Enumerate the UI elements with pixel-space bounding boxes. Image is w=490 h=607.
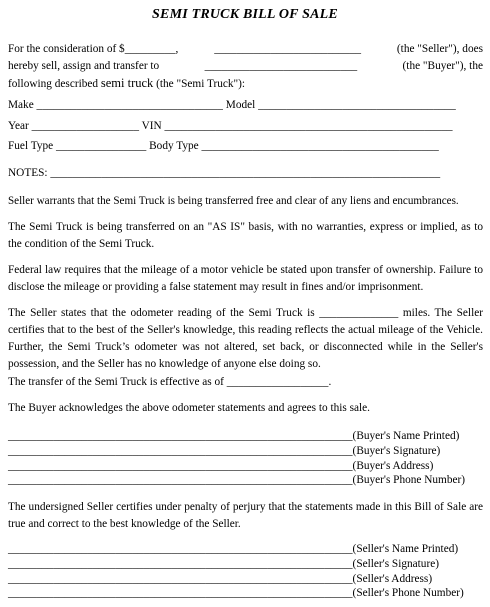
seller-label: (the "Seller"), does — [396, 43, 483, 55]
intro-line-2 — [8, 58, 483, 75]
buyer-address-line: _____________________________________________________________(Buyer's Address) — [8, 459, 434, 472]
seller-phone-line: _____________________________________________________________(Seller's Phone Number) — [8, 587, 464, 600]
buyer-signature-block — [8, 429, 465, 488]
federal-law-paragraph: Federal law requires that the mileage of a motor vehicle be stated upon transfer of ownership. Failure to disclose the mileage or providing a false statement may result in fines and/or imprisonment. — [8, 264, 483, 293]
buyer-acknowledgement: The Buyer acknowledges the above odometer statements and agrees to this sale. — [8, 402, 371, 414]
perjury-paragraph: The undersigned Seller certifies under penalty of perjury that the statements made in this Bill of Sale are true and correct to the best knowledge of the Seller. — [8, 501, 483, 530]
buyer-name-line: _____________________________________________________________(Buyer's Name Printed) — [8, 430, 460, 442]
warranty-paragraph: Seller warrants that the Semi Truck is being transferred free and clear of any liens and encumbrances. — [8, 195, 459, 207]
semi-truck-label: (the "Semi Truck"): — [153, 78, 246, 90]
seller-signature-block — [8, 542, 464, 601]
intro-paragraph — [8, 41, 483, 93]
effective-date-paragraph: The transfer of the Semi Truck is effective as of __________________. — [8, 376, 332, 388]
intro-line-3 — [8, 75, 483, 93]
consideration-text: For the consideration of $_________, — [8, 43, 179, 55]
as-is-paragraph: The Semi Truck is being transferred on an "AS IS" basis, with no warranties, express or implied, as to the condition of the Semi Truck. — [8, 221, 483, 250]
make-model-field: Make _________________________________ Model ___________________________________ — [8, 99, 456, 111]
fuel-body-field: Fuel Type ________________ Body Type __________________________________________ — [8, 140, 439, 152]
notes-field: NOTES: _____________________________________________________________________ — [8, 167, 441, 179]
buyer-phone-line: _____________________________________________________________(Buyer's Phone Number) — [8, 474, 466, 487]
intro-line-1 — [8, 41, 483, 58]
seller-name-line: _____________________________________________________________(Seller's Name Printed) — [8, 543, 459, 555]
transfer-text: hereby sell, assign and transfer to — [8, 60, 160, 72]
year-vin-field: Year ___________________ VIN ___________________________________________________ — [8, 120, 453, 132]
buyer-name-blank: ___________________________ — [204, 60, 358, 72]
semi-truck-term: semi truck — [100, 76, 154, 90]
seller-signature-line: _____________________________________________________________(Seller's Signature) — [8, 557, 439, 570]
seller-name-blank: __________________________ — [214, 43, 362, 55]
seller-address-line: _____________________________________________________________(Seller's Address) — [8, 572, 433, 585]
buyer-signature-line: _____________________________________________________________(Buyer's Signature) — [8, 444, 441, 457]
odometer-paragraph: The Seller states that the odometer reading of the Semi Truck is ______________ miles. The Seller certifies that to the best of the Seller's knowledge, this reading reflects the actual mileage of the Vehicle. Further, the Semi Truck’s odometer was not altered, set back, or disconnected while in the Seller's possession, and the Seller has no knowledge of anyone else doing so. — [8, 307, 483, 370]
document-title: SEMI TRUCK BILL OF SALE — [152, 7, 338, 22]
buyer-label: (the "Buyer"), the — [402, 60, 483, 72]
described-text: following described — [8, 78, 101, 90]
